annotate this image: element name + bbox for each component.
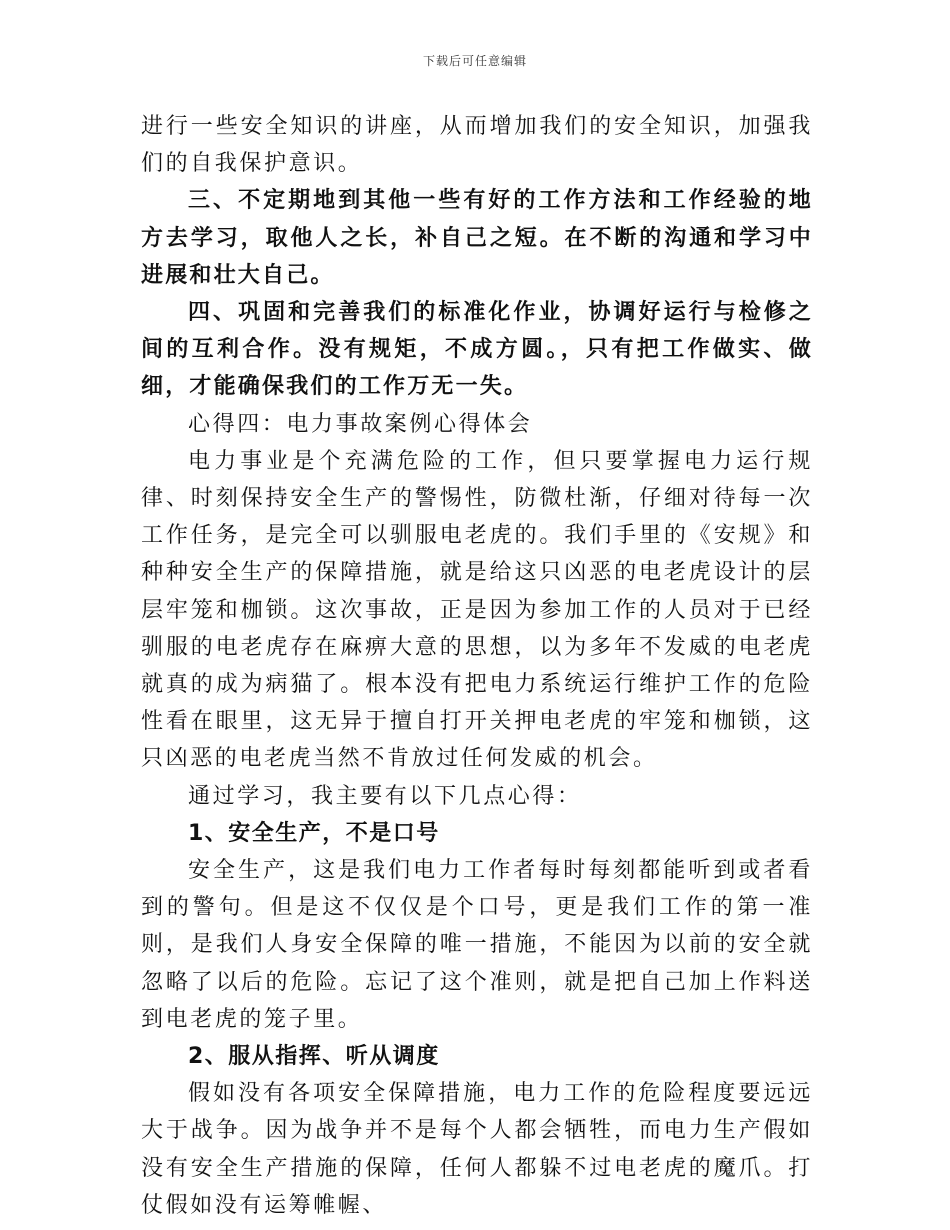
paragraph-point-four: 四、巩固和完善我们的标准化作业，协调好运行与检修之间的互利合作。没有规矩，不成方圆。，只有把工作做实、做细，才能确保我们的工作万无一失。: [141, 300, 813, 400]
paragraph-intro: 电力事业是个充满危险的工作，但只要掌握电力运行规律、时刻保持安全生产的警惕性，防微杜渐，仔细对待每一次工作任务，是完全可以驯服电老虎的。我们手里的《安规》和种种安全生产的保障措施，就是给这只凶恶的电老虎设计的层层牢笼和枷锁。这次事故，正是因为参加工作的人员对于已经驯服的电老虎存在麻痹大意的思想，以为多年不发威的电老虎就真的成为病猫了。根本没有把电力系统运行维护工作的危险性看在眼里，这无异于擅自打开关押电老虎的牢笼和枷锁，这只凶恶的电老虎当然不肯放过任何发威的机会。: [141, 448, 813, 772]
section-title: 心得四：电力事故案例心得体会: [188, 411, 533, 437]
paragraph-lead: 通过学习，我主要有以下几点心得：: [188, 783, 582, 809]
heading-2: 2、服从指挥、听从调度: [188, 1044, 440, 1070]
paragraph-point-three: 三、不定期地到其他一些有好的工作方法和工作经验的地方去学习，取他人之长，补自己之短。在不断的沟通和学习中进展和壮大自己。: [141, 188, 813, 288]
page-header: 下载后可任意编辑: [422, 54, 527, 68]
paragraph-1: 进行一些安全知识的讲座，从而增加我们的安全知识，加强我们的自我保护意识。: [141, 114, 813, 177]
heading-1: 1、安全生产，不是口号: [188, 820, 440, 846]
paragraph-heading-2-body: 假如没有各项安全保障措施，电力工作的危险程度要远远大于战争。因为战争并不是每个人都会牺牲，而电力生产假如没有安全生产措施的保障，任何人都躲不过电老虎的魔爪。打仗假如没有运筹帷幄、: [141, 1081, 813, 1218]
paragraph-heading-1-body: 安全生产，这是我们电力工作者每时每刻都能听到或者看到的警句。但是这不仅仅是个口号，更是我们工作的第一准则，是我们人身安全保障的唯一措施，不能因为以前的安全就忽略了以后的危险。忘记了这个准则，就是把自己加上作料送到电老虎的笼子里。: [141, 858, 813, 1032]
document-body: [141, 108, 813, 1224]
